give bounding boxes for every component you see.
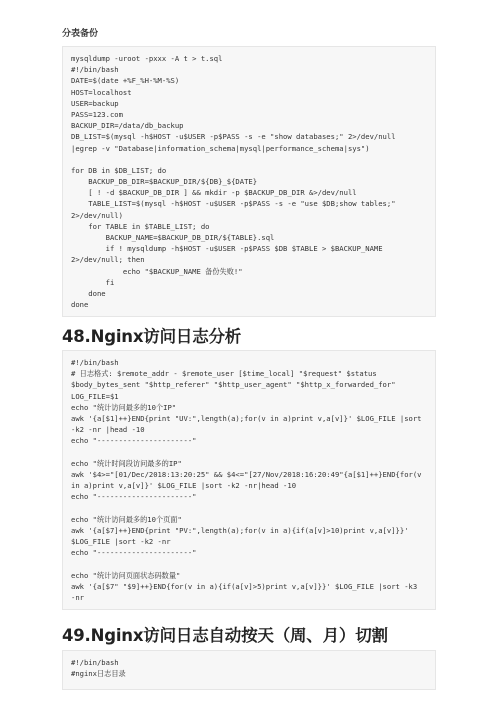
code-line: DATE=$(date +%F_%H-%M-%S) [71,76,180,86]
heading-nginx-log-analysis: 48.Nginx访问日志分析 [62,327,242,346]
code-line: [ ! -d $BACKUP_DB_DIR ] && mkdir -p $BACKUP_DB_DIR &>/dev/null [71,188,357,198]
code-line: BACKUP_NAME=$BACKUP_DB_DIR/${TABLE}.sql [71,233,275,242]
code-line: USER=backup [71,98,119,108]
code-line: echo "----------------------" [71,436,197,446]
code-line [71,558,427,569]
code-line: awk '{a[$7]++}END{print "PV:",length(a);for(v in a){if(a[v]>10)print v,a[v]}}' [71,525,409,535]
code-line: if ! mysqldump -h$HOST -u$USER -p$PASS $DB $TABLE > $BACKUP_NAME [71,244,383,254]
code-line: echo "----------------------" [71,492,197,502]
code-line: PASS=123.com [71,109,123,119]
code-block-nginx-log-analysis [62,350,436,610]
code-line: 2>/dev/null) [71,210,123,220]
code-line: for DB in $DB_LIST; do [71,165,167,175]
code-line [71,154,427,165]
code-line: TABLE_LIST=$(mysql -h$HOST -u$USER -p$PASS -s -e "use $DB;show tables;" [71,199,396,209]
code-line: 2>/dev/null; then [71,255,145,265]
code-line: echo "统计访问最多的10个IP" [71,402,177,412]
code-line: done [71,300,89,310]
code-line: echo "$BACKUP_NAME 备份失败!" [71,266,243,276]
code-line: fi [71,277,115,287]
code-line: echo "统计访问页面状态码数量" [71,570,181,580]
code-line: $LOG_FILE |sort -k2 -nr [71,537,171,546]
code-line: awk '{a[$7" "$9]++}END{for(v in a){if(a[v]>5)print v,a[v]}}' $LOG_FILE |sort -k3 [71,581,418,591]
code-line: in a)print v,a[v]}' $LOG_FILE |sort -k2 -nr|head -10 [71,481,297,491]
code-line: awk '$4>="[01/Dec/2018:13:20:25" && $4<="[27/Nov/2018:16:20:49"{a[$1]++}END{for(v [71,469,422,479]
code-line: for TABLE in $TABLE_LIST; do [71,221,210,231]
code-line: echo "统计访问最多的10个页面" [71,514,182,524]
code-line: #nginx日志目录 [71,669,126,679]
code-line: echo "统计时间段访问最多的IP" [71,458,182,468]
code-line: #!/bin/bash [71,65,119,75]
code-block-table-backup [62,46,436,317]
code-line: LOG_FILE=$1 [71,391,119,401]
code-line: HOST=localhost [71,87,132,97]
heading-nginx-log-rotation: 49.Nginx访问日志自动按天（周、月）切割 [62,626,388,645]
code-line: #!/bin/bash [71,658,119,667]
code-line: BACKUP_DB_DIR=$BACKUP_DIR/${DB}_${DATE} [71,177,258,187]
code-line: |egrep -v "Database|information_schema|mysql|performance_schema|sys") [71,143,370,153]
code-line: # 日志格式: $remote_addr - $remote_user [$time_local] "$request" $status [71,369,377,379]
code-line: done [71,288,106,298]
code-block-nginx-log-rotation [62,650,436,690]
code-line: -k2 -nr |head -10 [71,425,145,435]
code-line: DB_LIST=$(mysql -h$HOST -u$USER -p$PASS -s -e "show databases;" 2>/dev/null [71,132,396,142]
code-line: $body_bytes_sent "$http_referer" "$http_user_agent" "$http_x_forwarded_for" [71,380,396,390]
section-label: 分表备份 [62,29,99,39]
code-line [71,502,427,513]
code-line [71,447,427,458]
code-line: mysqldump -uroot -pxxx -A t > t.sql [71,54,223,63]
code-line: BACKUP_DIR=/data/db_backup [71,121,184,131]
code-line: awk '{a[$1]++}END{print "UV:",length(a);for(v in a)print v,a[v]}' $LOG_FILE |sort [71,413,422,423]
code-line: -nr [71,592,84,602]
code-line: #!/bin/bash [71,358,119,367]
code-line: echo "----------------------" [71,548,197,558]
